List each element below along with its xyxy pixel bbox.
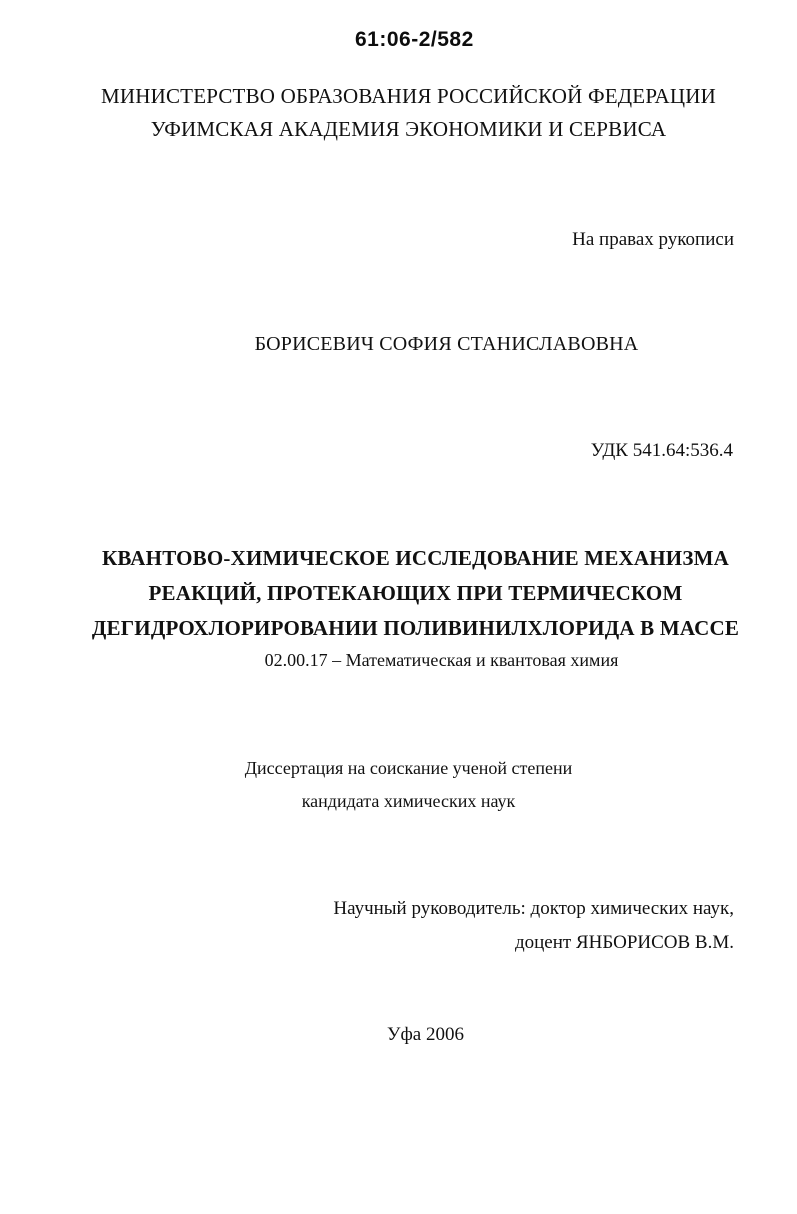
supervisor-line-1: Научный руководитель: доктор химических наук, bbox=[333, 898, 734, 919]
udk-code: УДК 541.64:536.4 bbox=[590, 440, 733, 461]
title-line-3: ДЕГИДРОХЛОРИРОВАНИИ ПОЛИВИНИЛХЛОРИДА В МАССЕ bbox=[91, 616, 740, 640]
dissertation-line-1: Диссертация на соискание ученой степени bbox=[244, 758, 573, 778]
specialty-code: 02.00.17 – Математическая и квантовая химия bbox=[264, 650, 619, 670]
academy-name: УФИМСКАЯ АКАДЕМИЯ ЭКОНОМИКИ И СЕРВИСА bbox=[150, 117, 667, 141]
title-line-1: КВАНТОВО-ХИМИЧЕСКОЕ ИССЛЕДОВАНИЕ МЕХАНИЗМА bbox=[102, 546, 729, 570]
title-line-2: РЕАКЦИЙ, ПРОТЕКАЮЩИХ ПРИ ТЕРМИЧЕСКОМ bbox=[148, 581, 683, 605]
archive-stamp: 61:06-2/582 bbox=[355, 28, 474, 51]
supervisor-line-2: доцент ЯНБОРИСОВ В.М. bbox=[514, 932, 734, 953]
dissertation-line-2: кандидата химических наук bbox=[301, 791, 516, 811]
city-year: Уфа 2006 bbox=[387, 1024, 464, 1045]
author-name: БОРИСЕВИЧ СОФИЯ СТАНИСЛАВОВНА bbox=[254, 333, 639, 355]
rights-note: На правах рукописи bbox=[572, 229, 734, 250]
ministry-name: МИНИСТЕРСТВО ОБРАЗОВАНИЯ РОССИЙСКОЙ ФЕДЕРАЦИИ bbox=[100, 84, 716, 108]
